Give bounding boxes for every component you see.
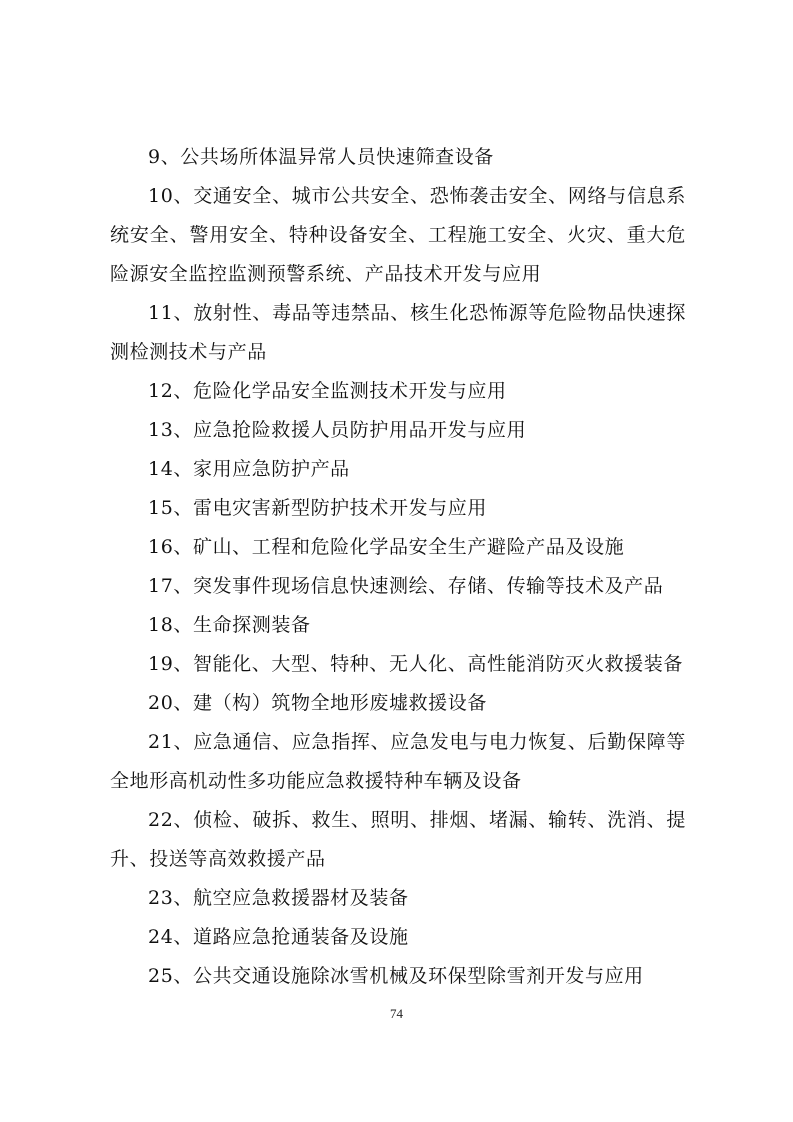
list-item-16: 16、矿山、工程和危险化学品安全生产避险产品及设施	[148, 536, 625, 558]
list-item-9: 9、公共场所体温异常人员快速筛查设备	[148, 146, 494, 168]
list-item-11: 11、放射性、毒品等违禁品、核生化恐怖源等危险物品快速探测检测技术与产品	[110, 302, 686, 363]
page-number: 74	[390, 1006, 403, 1021]
list-item-21: 21、应急通信、应急指挥、应急发电与电力恢复、后勤保障等全地形高机动性多功能应急救援特种车辆及设备	[110, 731, 686, 792]
list-item-10: 10、交通安全、城市公共安全、恐怖袭击安全、网络与信息系统安全、警用安全、特种设备安全、工程施工安全、火灾、重大危险源安全监控监测预警系统、产品技术开发与应用	[110, 185, 686, 285]
list-item-19: 19、智能化、大型、特种、无人化、高性能消防灭火救援装备	[148, 653, 683, 675]
list-item-12: 12、危险化学品安全监测技术开发与应用	[148, 380, 507, 402]
list-item-13: 13、应急抢险救援人员防护用品开发与应用	[148, 419, 527, 441]
list-item-18: 18、生命探测装备	[148, 614, 311, 636]
list-item-14: 14、家用应急防护产品	[148, 458, 350, 480]
list-item-17: 17、突发事件现场信息快速测绘、存储、传输等技术及产品	[148, 575, 664, 597]
list-item-25: 25、公共交通设施除冰雪机械及环保型除雪剂开发与应用	[148, 965, 644, 987]
list-item-23: 23、航空应急救援器材及装备	[148, 887, 409, 909]
list-item-22: 22、侦检、破拆、救生、照明、排烟、堵漏、输转、洗消、提升、投送等高效救援产品	[110, 809, 686, 870]
list-item-15: 15、雷电灾害新型防护技术开发与应用	[148, 497, 487, 519]
list-item-24: 24、道路应急抢通装备及设施	[148, 926, 409, 948]
document-body	[110, 138, 686, 996]
list-item-20: 20、建（构）筑物全地形废墟救援设备	[148, 692, 487, 714]
